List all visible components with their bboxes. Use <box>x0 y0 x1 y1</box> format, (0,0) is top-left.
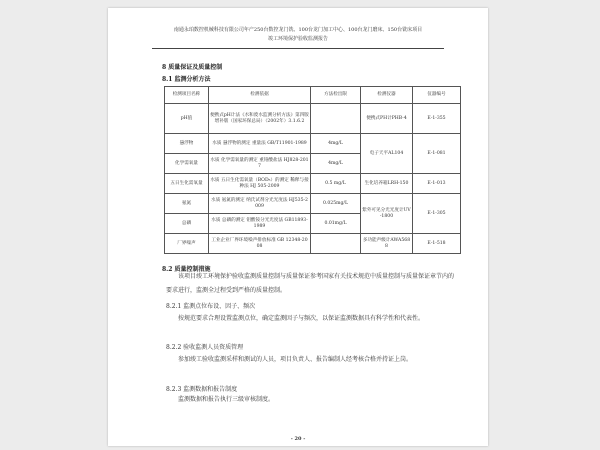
header-divider <box>152 48 444 49</box>
cell-instrument: 便携式PH计PHB-4 <box>361 104 413 134</box>
cell-item: 氨氮 <box>165 194 209 214</box>
cell-code: E-1-013 <box>413 174 461 194</box>
cell-limit <box>311 234 361 254</box>
cell-code: E-1-081 <box>413 134 461 174</box>
col-header-code: 仪器编号 <box>413 87 461 104</box>
cell-item: 悬浮物 <box>165 134 209 154</box>
cell-limit: 4mg/L <box>311 134 361 154</box>
cell-method: 水质 化学需氧量的测定 重铬酸盐法 HJ828-2017 <box>209 154 311 174</box>
cell-method: 水质 悬浮物的测定 重量法 GB/T11901-1989 <box>209 134 311 154</box>
cell-method: 便携式pH计法《水和废水监测分析方法》第四版增补版（国家环保总局）（2002年）3.1.6.2 <box>209 104 311 134</box>
table-row <box>165 134 461 154</box>
document-page <box>108 8 488 446</box>
section-8-title: 8 质量保证及质量控制 <box>162 64 223 71</box>
subsection-8-2-2-title: 8.2.2 验收监测人员资质管理 <box>166 344 244 351</box>
header-line-2: 竣工环境保护验收监测报告 <box>267 36 328 42</box>
subsection-8-2-3-title: 8.2.3 监测数据和报告制度 <box>166 386 238 393</box>
cell-instrument: 生化培养箱LRH-150 <box>361 174 413 194</box>
cell-item: 总磷 <box>165 214 209 234</box>
subsection-8-2-2-body: 参加竣工验收监测采样和测试的人员，项目负责人、报告编制人经考核合格并持证上岗。 <box>178 356 413 363</box>
col-header-method: 检测依据 <box>209 87 311 104</box>
cell-limit: 0.025mg/L <box>311 194 361 214</box>
col-header-limit: 方法检出限 <box>311 87 361 104</box>
header-line-1: 南通永珀数控机械科技有限公司年产250台数控龙门铣、100台龙门加工中心、100台龙门磨床、150台铣床项目 <box>173 27 423 33</box>
section-8-2-title: 8.2 质量控制措施 <box>162 266 211 273</box>
cell-item: 化学需氧量 <box>165 154 209 174</box>
cell-limit: 4mg/L <box>311 154 361 174</box>
method-table <box>164 86 461 254</box>
table-row <box>165 104 461 134</box>
cell-code: E-1-518 <box>413 234 461 254</box>
table-header-row <box>165 87 461 104</box>
cell-item: 厂界噪声 <box>165 234 209 254</box>
table-row <box>165 194 461 214</box>
cell-method: 水质 总磷的测定 钼酸铵分光光度法 GB11893-1989 <box>209 214 311 234</box>
cell-limit <box>311 104 361 134</box>
cell-method: 水质 五日生化需氧量（BOD₅）的测定 稀释与接种法 HJ 505-2009 <box>209 174 311 194</box>
col-header-item: 检测项目名称 <box>165 87 209 104</box>
report-header <box>108 26 488 44</box>
cell-limit: 0.01mg/L <box>311 214 361 234</box>
subsection-8-2-3-body: 监测数据和报告执行三级审核制度。 <box>178 396 275 403</box>
table-row <box>165 234 461 254</box>
cell-item: 五日生化需氧量 <box>165 174 209 194</box>
col-header-instrument: 检测仪器 <box>361 87 413 104</box>
cell-method: 工业企业厂界环境噪声排放标准 GB 12348-2008 <box>209 234 311 254</box>
table-row <box>165 174 461 194</box>
cell-code: E-1-355 <box>413 104 461 134</box>
cell-limit: 0.5 mg/L <box>311 174 361 194</box>
subsection-8-2-1-title: 8.2.1 监测点位布设、因子、频次 <box>166 303 256 310</box>
cell-instrument: 紫外可见分光光度计UV-1800 <box>361 194 413 234</box>
section-8-2-intro: 该项目竣工环境保护验收监测质量控制与质量保证参考国家有关技术规范中质量控制与质量保证章节内的要求进行，监测全过程受到严格的质量控制。 <box>166 273 455 294</box>
cell-instrument: 多功能声级计AWA5688 <box>361 234 413 254</box>
cell-code: E-1-305 <box>413 194 461 234</box>
section-8-1-title: 8.1 监测分析方法 <box>162 76 211 83</box>
page-number: - 20 - <box>290 436 306 442</box>
cell-method: 水质 氨氮的测定 纳氏试剂分光光度法 HJ535-2009 <box>209 194 311 214</box>
cell-instrument: 电子天平AL104 <box>361 134 413 174</box>
subsection-8-2-1-body: 按规范要求合理设置监测点位，确定监测因子与频次，以保证监测数据具有科学性和代表性。 <box>178 315 425 322</box>
cell-item: pH值 <box>165 104 209 134</box>
